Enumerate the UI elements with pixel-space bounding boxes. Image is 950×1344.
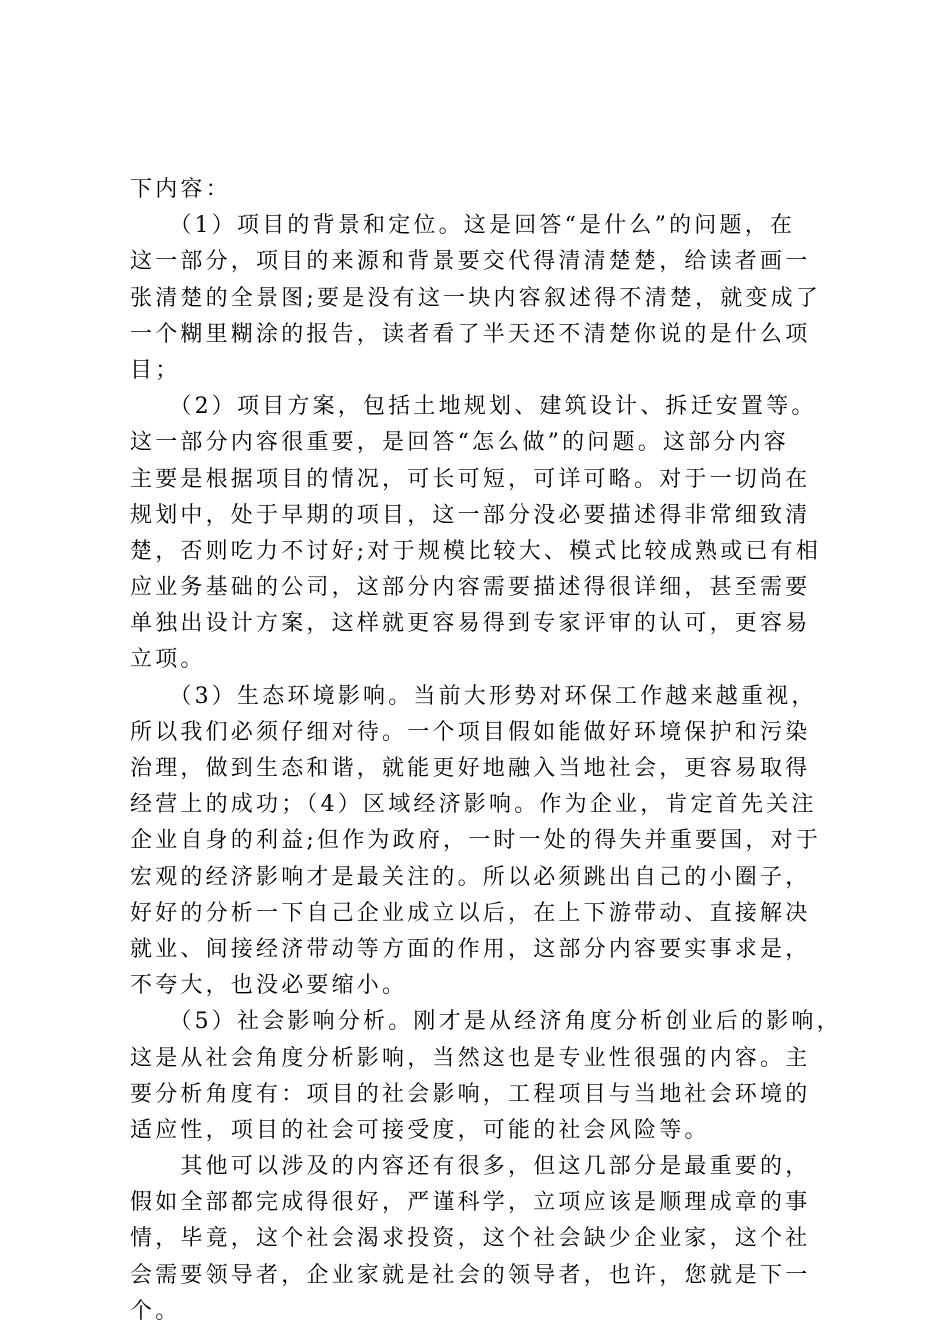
text-line: 主要是根据项目的情况，可长可短，可详可略。对于一切尚在: [130, 466, 811, 492]
text-line: 不夸大，也没必要缩小。: [130, 973, 408, 999]
text-line: 情，毕竟，这个社会渴求投资，这个社会缺少企业家，这个社: [130, 1226, 811, 1252]
text-line: 立项。: [130, 647, 206, 673]
text-line: 一个糊里糊涂的报告，读者看了半天还不清楚你说的是什么项: [130, 321, 811, 347]
text-line: 其他可以涉及的内容还有很多，但这几部分是最重要的，: [130, 1154, 811, 1180]
text-line: 这是从社会角度分析影响，当然这也是专业性很强的内容。主: [130, 1045, 811, 1071]
text-line: 假如全部都完成得很好，严谨科学，立项应该是顺理成章的事: [130, 1190, 811, 1216]
text-line: 所以我们必须仔细对待。一个项目假如能做好环境保护和污染: [130, 719, 811, 745]
text-line: （5）社会影响分析。刚才是从经济角度分析创业后的影响，: [130, 1009, 842, 1035]
document-body: [130, 172, 842, 1330]
text-line: 单独出设计方案，这样就更容易得到专家评审的认可，更容易: [130, 611, 811, 637]
text-line: 这一部分，项目的来源和背景要交代得清清楚楚，给读者画一: [130, 249, 811, 275]
text-line: 好好的分析一下自己企业成立以后，在上下游带动、直接解决: [130, 900, 811, 926]
text-line: 这一部分内容很重要，是回答“怎么做”的问题。这部分内容: [130, 430, 789, 456]
text-line: （2）项目方案，包括土地规划、建筑设计、拆迁安置等。: [130, 394, 817, 420]
text-line: 适应性，项目的社会可接受度，可能的社会风险等。: [130, 1117, 710, 1143]
text-line: 企业自身的利益;但作为政府，一时一处的得失并重要国，对于: [130, 828, 822, 854]
text-line: 经营上的成功；（4）区域经济影响。作为企业，肯定首先关注: [130, 792, 817, 818]
text-line: 张清楚的全景图;要是没有这一块内容叙述得不清楚，就变成了: [130, 285, 822, 311]
text-line: 宏观的经济影响才是最关注的。所以必须跳出自己的小圈子，: [130, 864, 811, 890]
text-line: 治理，做到生态和谐，就能更好地融入当地社会，更容易取得: [130, 756, 811, 781]
text-line: 个。: [130, 1298, 181, 1324]
text-line: （1）项目的背景和定位。这是回答“是什么”的问题，在: [130, 213, 796, 239]
text-line: 目；: [130, 357, 181, 383]
text-line: 规划中，处于早期的项目，这一部分没必要描述得非常细致清: [130, 502, 811, 528]
text-line: 会需要领导者，企业家就是社会的领导者，也许，您就是下一: [130, 1262, 811, 1288]
text-line: 应业务基础的公司，这部分内容需要描述得很详细，甚至需要: [130, 575, 811, 601]
text-line: 下内容：: [130, 177, 231, 202]
text-line: 楚，否则吃力不讨好;对于规模比较大、模式比较成熟或已有相: [130, 538, 822, 564]
text-line: 就业、间接经济带动等方面的作用，这部分内容要实事求是，: [130, 936, 811, 962]
text-line: 要分析角度有：项目的社会影响，工程项目与当地社会环境的: [130, 1081, 811, 1107]
text-line: （3）生态环境影响。当前大形势对环保工作越来越重视，: [130, 683, 817, 709]
